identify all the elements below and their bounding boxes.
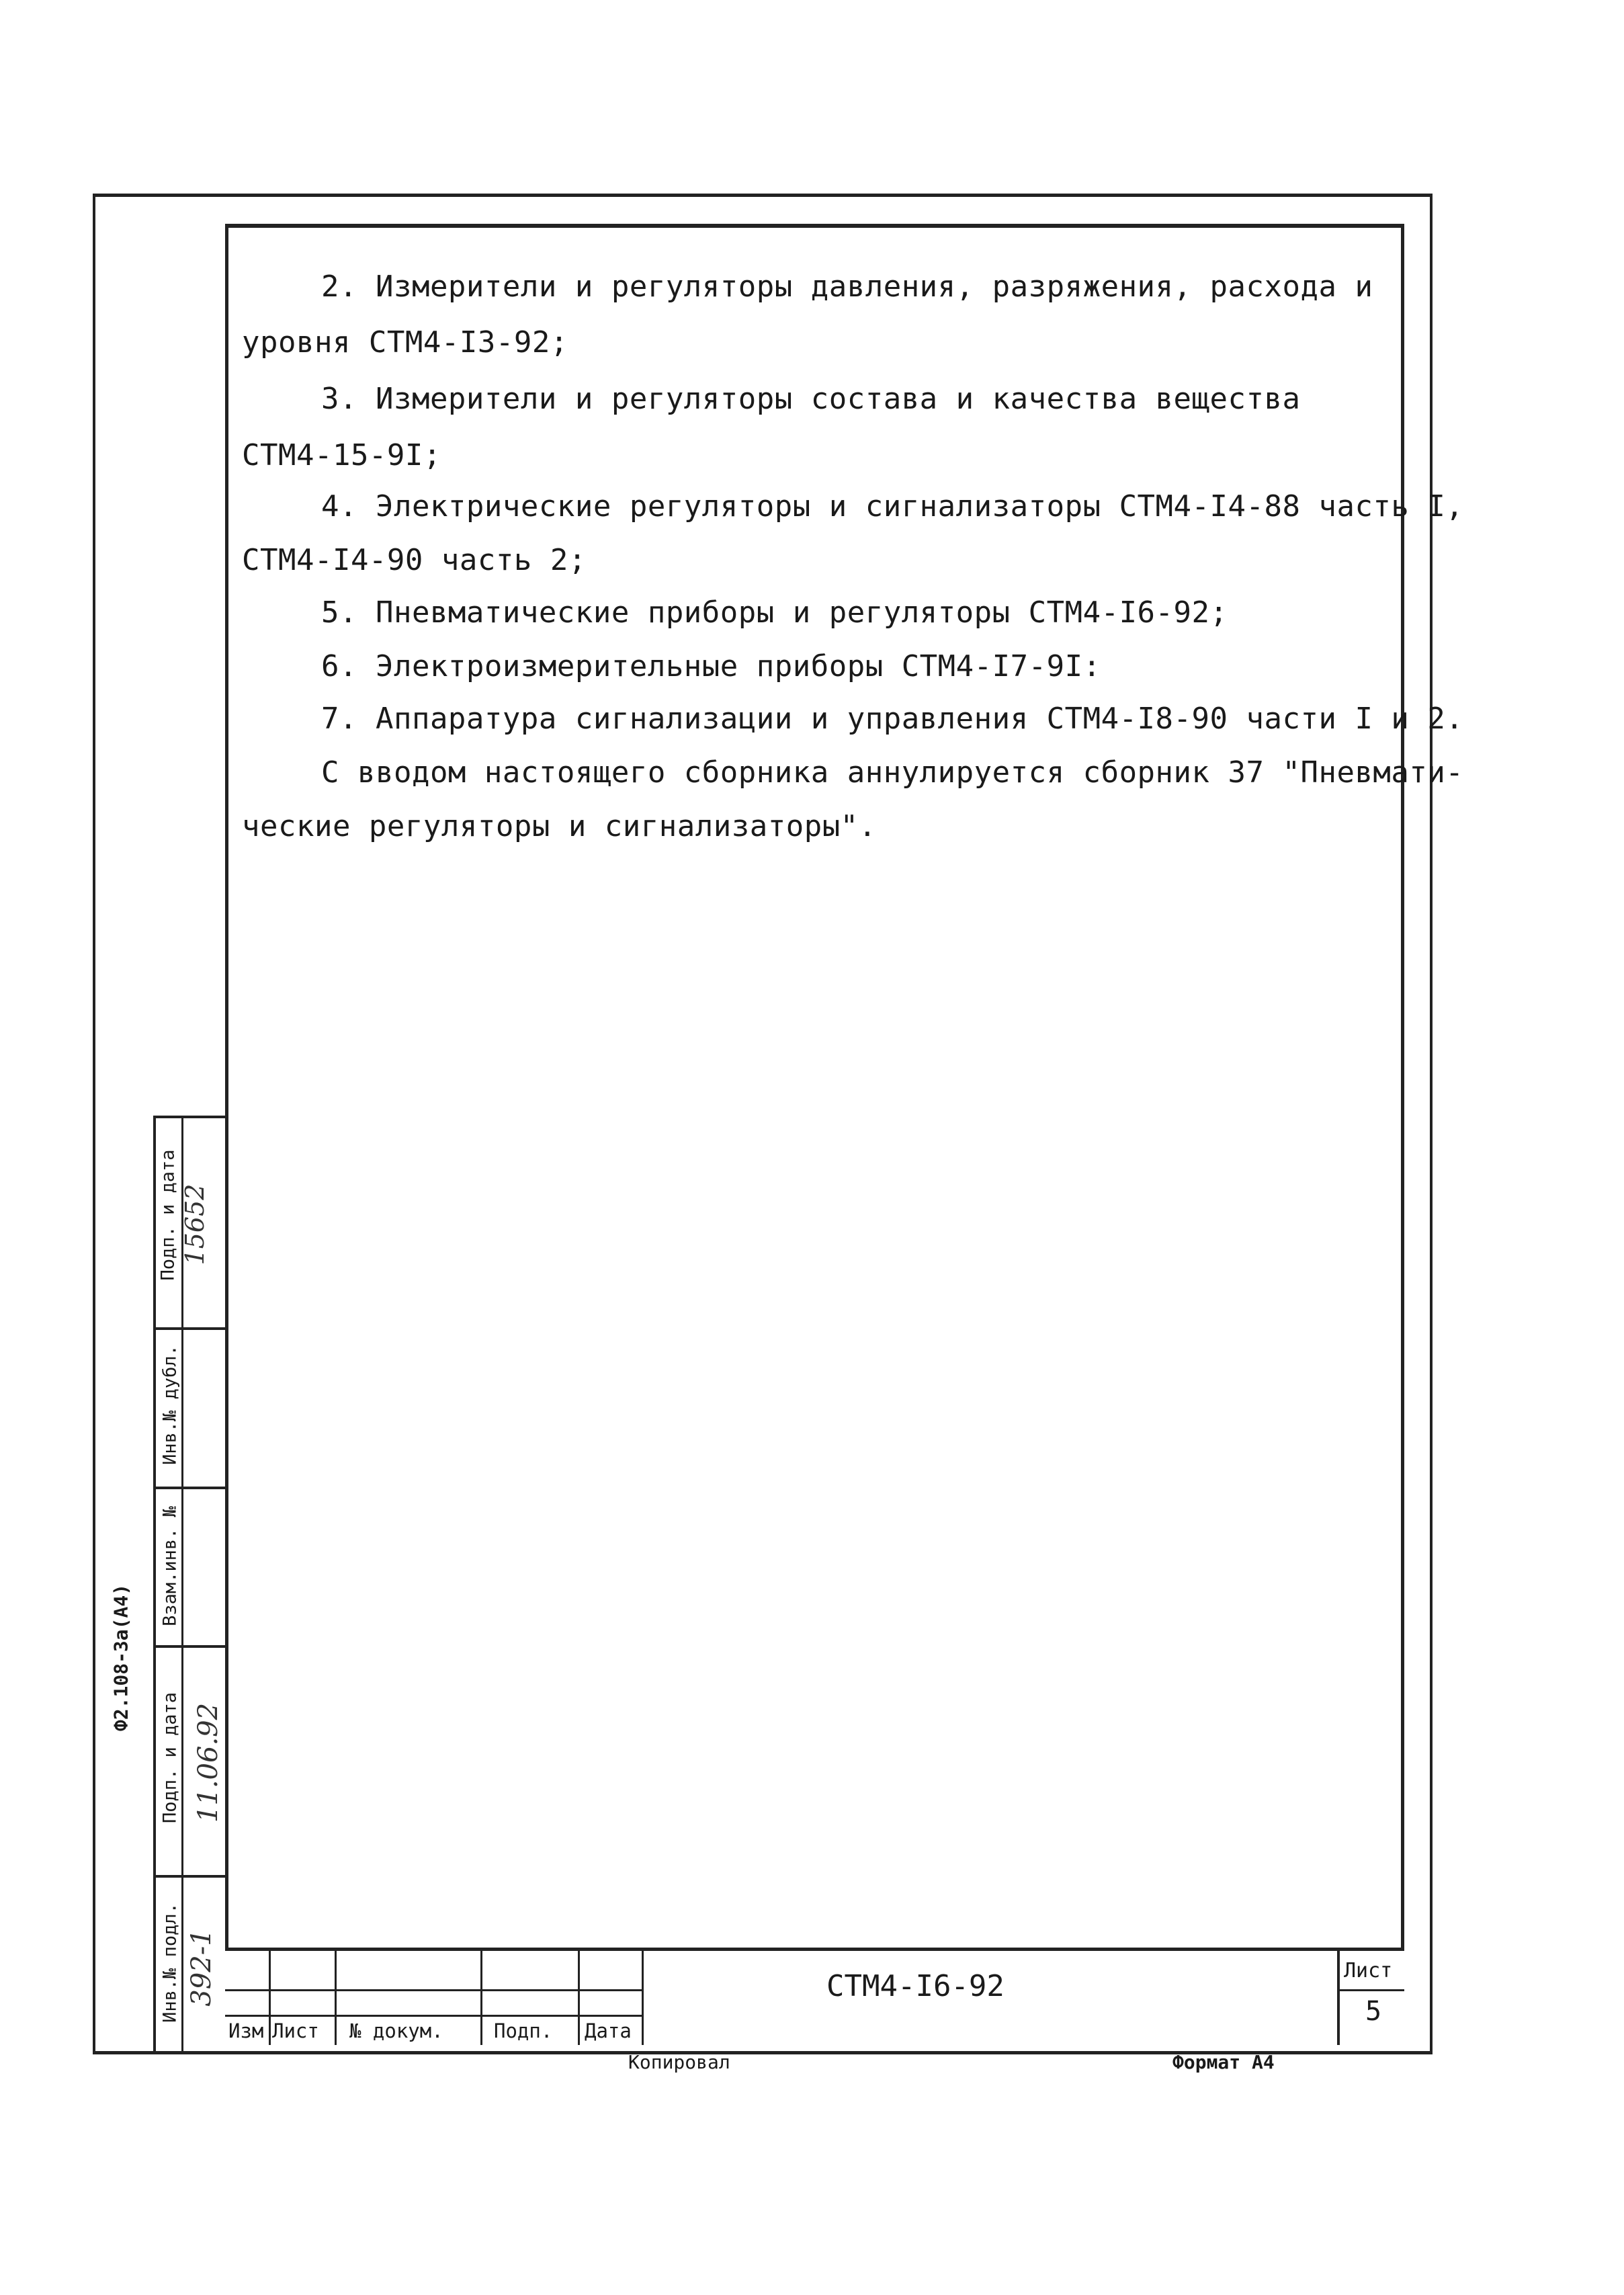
sheet-number: 5 bbox=[1365, 1996, 1382, 2027]
body-line-10: С вводом настоящего сборника аннулируется сборник 37 "Пневмати- bbox=[321, 755, 1464, 790]
col-izm: Изм bbox=[228, 2019, 264, 2042]
inv-podl-value: 392-1 bbox=[186, 1929, 217, 2007]
col-doc: № докум. bbox=[349, 2019, 443, 2042]
col-date: Дата bbox=[585, 2019, 632, 2042]
body-line-4: СТМ4-15-9I; bbox=[242, 438, 441, 472]
col-podp: Подп. bbox=[494, 2019, 553, 2042]
inner-frame bbox=[225, 224, 1404, 1951]
footer-copied: Копировал bbox=[628, 2051, 730, 2073]
body-line-2: уровня СТМ4-I3-92; bbox=[242, 325, 568, 360]
col-list: Лист bbox=[272, 2019, 319, 2042]
label-vzam-inv: Взам.инв. № bbox=[159, 1506, 181, 1626]
label-podp-data-2: Подп. и дата bbox=[159, 1692, 181, 1824]
body-line-11: ческие регуляторы и сигнализаторы". bbox=[242, 809, 877, 843]
doc-code: СТМ4-I6-92 bbox=[826, 1969, 1005, 2003]
sheet-label: Лист bbox=[1344, 1959, 1393, 1983]
podp-value-2: 11.06.92 bbox=[193, 1702, 224, 1823]
body-line-6: СТМ4-I4-90 часть 2; bbox=[242, 543, 587, 577]
label-inv-podl: Инв.№ подл. bbox=[159, 1903, 181, 2023]
body-line-8: 6. Электроизмерительные приборы СТМ4-I7-9I: bbox=[321, 649, 1101, 683]
body-line-1: 2. Измерители и регуляторы давления, разряжения, расхода и bbox=[321, 269, 1373, 304]
body-line-9: 7. Аппаратура сигнализации и управления СТМ4-I8-90 части I и 2. bbox=[321, 702, 1464, 736]
label-inv-dubl: Инв.№ дубл. bbox=[159, 1345, 181, 1465]
body-line-7: 5. Пневматические приборы и регуляторы СТМ4-I6-92; bbox=[321, 595, 1228, 630]
footer-format: Формат А4 bbox=[1172, 2051, 1275, 2073]
body-line-5: 4. Электрические регуляторы и сигнализаторы СТМ4-I4-88 часть I, bbox=[321, 489, 1464, 524]
body-line-3: 3. Измерители и регуляторы состава и качества вещества bbox=[321, 382, 1301, 416]
label-podp-data-1: Подп. и дата bbox=[157, 1149, 179, 1281]
podp-value-1: 15652 bbox=[180, 1183, 210, 1265]
form-code: Ф2.108-3а(А4) bbox=[110, 1583, 132, 1732]
